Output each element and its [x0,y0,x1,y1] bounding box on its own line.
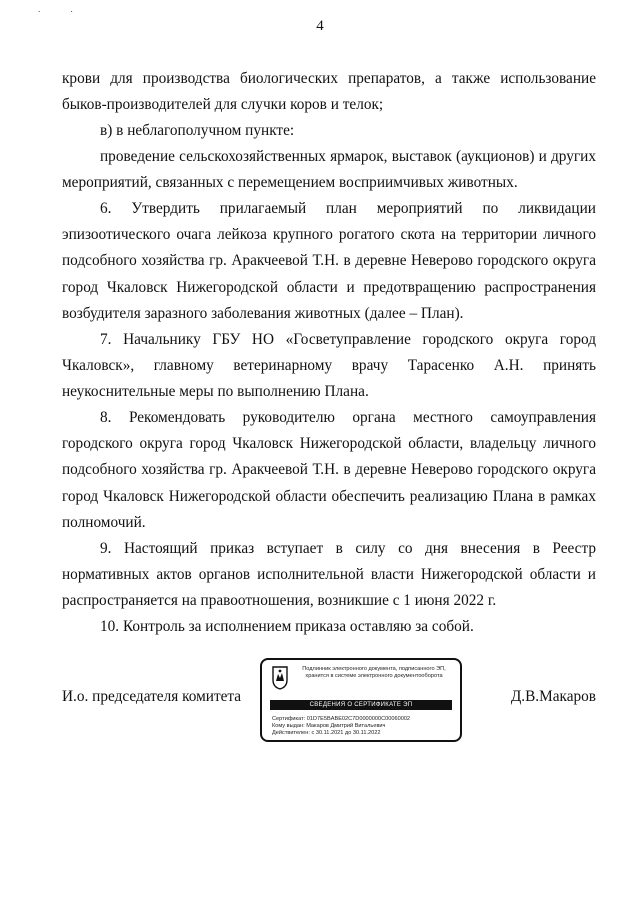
paragraph-6: 6. Утвердить прилагаемый план мероприятий по ликвидации эпизоотического очага лейкоза крупного рогатого скота на территории личного подсобного хозяйства гр. Аракчеевой Т.Н. в деревне Неверово городского округа город Чкаловск Нижегородской области и предотвращению распространения возбудителя заразного заболевания животных (далее – План). [62,200,596,322]
stamp-issued-to: Кому выдан: Макаров Дмитрий Витальевич [272,723,386,729]
stamp-certificate: Сертификат: 01D7E5BABE02C7D0000000C00060002 [272,716,411,722]
coat-of-arms-icon [272,666,288,690]
paragraph-10: 10. Контроль за исполнением приказа оставляю за собой. [100,618,474,635]
signer-name: Д.В.Макаров [510,688,596,705]
scan-specks: . . [38,4,87,14]
paragraph-continuation: крови для производства биологических препаратов, а также использование быков-производителей для случки коров и телок; [62,70,596,114]
paragraph-9: 9. Настоящий приказ вступает в силу со дня внесения в Реестр нормативных актов органов исполнительной власти Нижегородской области и распространяется на правоотношения, возникшие с 1 июня 2022 г. [62,540,596,610]
paragraph-8: 8. Рекомендовать руководителю органа местного самоуправления городского округа город Чкаловск Нижегородской области, владельцу личного подсобного хозяйства гр. Аракчеевой Т.Н. в деревне Неверово городского округа город Чкаловск Нижегородской области обеспечить реализацию Плана в рамках полномочий. [62,409,596,531]
stamp-header-line-1: Подлинник электронного документа, подписанного ЭП, [302,666,446,672]
signer-position: И.о. председателя комитета [62,688,242,705]
electronic-signature-stamp [260,658,462,742]
stamp-title-bar: СВЕДЕНИЯ О СЕРТИФИКАТЕ ЭП [270,700,452,710]
paragraph-7: 7. Начальнику ГБУ НО «Госветуправление городского округа город Чкаловск», главному ветеринарному врачу Тарасенко А.Н. принять неукоснительные меры по выполнению Плана. [62,331,596,401]
stamp-validity: Действителен: с 30.11.2021 до 30.11.2022 [272,730,381,736]
paragraph-item-v: в) в неблагополучном пункте: [100,122,295,139]
stamp-header [294,666,454,680]
stamp-header-line-2: хранится в системе электронного документооборота [305,673,443,679]
paragraph-fairs: проведение сельскохозяйственных ярмарок, выставок (аукционов) и других мероприятий, связанных с перемещением восприимчивых животных. [62,148,596,192]
page-number: 4 [316,18,324,34]
